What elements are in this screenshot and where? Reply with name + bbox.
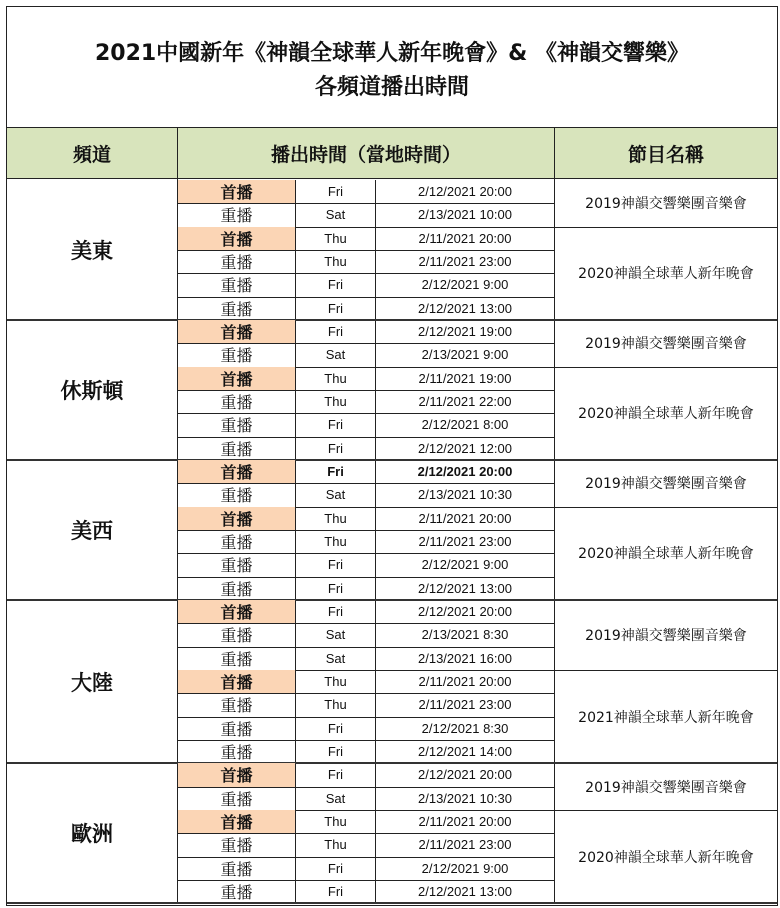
broadcast-type-cell: 重播	[220, 253, 253, 273]
broadcast-type-cell: 首播	[178, 670, 295, 693]
weekday-cell: Fri	[327, 744, 344, 760]
broadcast-type-cell: 重播	[220, 859, 253, 879]
datetime-cell: 2/12/2021 13:00	[418, 300, 512, 316]
weekday-cell: Sat	[325, 207, 346, 223]
datetime-cell: 2/11/2021 20:00	[418, 510, 512, 526]
broadcast-type-cell: 重播	[220, 556, 253, 576]
datetime-cell: 2/11/2021 23:00	[418, 837, 512, 853]
weekday-cell: Fri	[327, 720, 344, 736]
datetime-cell: 2/13/2021 10:00	[418, 207, 512, 223]
broadcast-type-cell: 重播	[220, 719, 253, 739]
datetime-cell: 2/12/2021 14:00	[418, 744, 512, 760]
datetime-cell: 2/12/2021 9:00	[421, 557, 509, 573]
weekday-cell: Thu	[324, 837, 347, 853]
program-name-cell: 2020神韻全球華人新年晚會	[578, 849, 754, 866]
channel-name-cell: 美東	[71, 238, 113, 263]
weekday-cell: Thu	[324, 370, 347, 386]
weekday-cell: Fri	[327, 277, 344, 293]
datetime-cell: 2/12/2021 9:00	[421, 277, 509, 293]
datetime-cell: 2/12/2021 12:00	[418, 440, 512, 456]
datetime-cell: 2/13/2021 10:30	[418, 487, 512, 503]
weekday-cell: Fri	[327, 604, 344, 620]
broadcast-type-cell: 重播	[220, 579, 253, 599]
weekday-cell: Thu	[324, 254, 347, 270]
program-name-cell: 2019神韻交響樂團音樂會	[585, 196, 747, 213]
weekday-cell: Thu	[324, 510, 347, 526]
broadcast-type-cell: 首播	[178, 227, 295, 250]
broadcast-type-cell: 重播	[220, 299, 253, 319]
broadcast-type-cell: 重播	[220, 393, 253, 413]
weekday-cell: Sat	[325, 650, 346, 666]
channel-divider	[7, 902, 777, 904]
datetime-cell: 2/11/2021 20:00	[418, 814, 512, 830]
weekday-cell: Fri	[327, 300, 344, 316]
program-name-cell: 2020神韻全球華人新年晚會	[578, 546, 754, 563]
broadcast-type-cell: 重播	[220, 883, 253, 903]
weekday-cell: Sat	[325, 790, 346, 806]
datetime-cell: 2/12/2021 20:00	[418, 184, 512, 200]
header-airtime: 播出時間（當地時間）	[270, 143, 461, 166]
datetime-cell: 2/12/2021 20:00	[417, 464, 513, 480]
weekday-cell: Fri	[327, 557, 344, 573]
weekday-cell: Fri	[327, 417, 344, 433]
weekday-cell: Thu	[324, 534, 347, 550]
broadcast-type-cell: 重播	[220, 626, 253, 646]
header-channel: 頻道	[72, 143, 111, 166]
datetime-cell: 2/11/2021 20:00	[418, 230, 512, 246]
weekday-cell: Thu	[324, 394, 347, 410]
channel-name-cell: 休斯頓	[60, 378, 124, 403]
broadcast-type-cell: 重播	[220, 696, 253, 716]
datetime-cell: 2/12/2021 8:00	[421, 417, 509, 433]
datetime-cell: 2/12/2021 19:00	[418, 324, 512, 340]
page-title-line1: 2021中國新年《神韻全球華人新年晚會》& 《神韻交響樂》	[94, 41, 690, 66]
datetime-cell: 2/13/2021 16:00	[418, 650, 512, 666]
broadcast-type-cell: 重播	[220, 743, 253, 763]
program-name-cell: 2019神韻交響樂團音樂會	[585, 627, 747, 644]
datetime-cell: 2/13/2021 10:30	[418, 790, 512, 806]
channel-name-cell: 歐洲	[71, 822, 113, 847]
datetime-cell: 2/12/2021 20:00	[418, 767, 512, 783]
datetime-cell: 2/13/2021 8:30	[421, 627, 509, 643]
weekday-cell: Fri	[327, 580, 344, 596]
weekday-cell: Fri	[327, 464, 344, 480]
program-name-cell: 2019神韻交響樂團音樂會	[585, 476, 747, 493]
weekday-cell: Fri	[327, 324, 344, 340]
broadcast-type-cell: 重播	[220, 416, 253, 436]
datetime-cell: 2/12/2021 8:30	[421, 720, 509, 736]
weekday-cell: Fri	[327, 440, 344, 456]
datetime-cell: 2/11/2021 19:00	[418, 370, 512, 386]
datetime-cell: 2/11/2021 22:00	[418, 394, 512, 410]
broadcast-type-cell: 首播	[178, 320, 295, 343]
channel-name-cell: 大陸	[71, 670, 113, 695]
program-name-cell: 2019神韻交響樂團音樂會	[585, 779, 747, 796]
weekday-cell: Fri	[327, 184, 344, 200]
weekday-cell: Thu	[324, 230, 347, 246]
broadcast-type-cell: 首播	[178, 763, 295, 786]
broadcast-type-cell: 首播	[178, 810, 295, 833]
broadcast-type-cell: 首播	[178, 600, 295, 623]
weekday-cell: Fri	[327, 767, 344, 783]
datetime-cell: 2/11/2021 23:00	[418, 254, 512, 270]
broadcast-type-cell: 重播	[220, 206, 253, 226]
weekday-cell: Thu	[324, 674, 347, 690]
broadcast-type-cell: 重播	[220, 346, 253, 366]
broadcast-type-cell: 重播	[220, 486, 253, 506]
broadcast-type-cell: 重播	[220, 439, 253, 459]
program-name-cell: 2019神韻交響樂團音樂會	[585, 336, 747, 353]
broadcast-type-cell: 首播	[178, 460, 295, 483]
weekday-cell: Sat	[325, 627, 346, 643]
header-program: 節目名稱	[627, 143, 704, 166]
program-name-cell: 2020神韻全球華人新年晚會	[578, 406, 754, 423]
program-name-cell: 2021神韻全球華人新年晚會	[578, 709, 754, 726]
channel-name-cell: 美西	[71, 518, 113, 543]
broadcast-type-cell: 首播	[178, 367, 295, 390]
weekday-cell: Sat	[325, 347, 346, 363]
page-title-line2: 各頻道播出時間	[314, 75, 469, 100]
datetime-cell: 2/12/2021 20:00	[418, 604, 512, 620]
broadcast-type-cell: 重播	[220, 649, 253, 669]
datetime-cell: 2/12/2021 13:00	[418, 580, 512, 596]
datetime-cell: 2/12/2021 9:00	[421, 860, 509, 876]
weekday-cell: Thu	[324, 814, 347, 830]
datetime-cell: 2/11/2021 20:00	[418, 674, 512, 690]
datetime-cell: 2/13/2021 9:00	[421, 347, 509, 363]
datetime-cell: 2/11/2021 23:00	[418, 534, 512, 550]
broadcast-type-cell: 重播	[220, 789, 253, 809]
weekday-cell: Thu	[324, 697, 347, 713]
weekday-cell: Fri	[327, 884, 344, 900]
broadcast-type-cell: 重播	[220, 276, 253, 296]
broadcast-type-cell: 首播	[178, 507, 295, 530]
program-name-cell: 2020神韻全球華人新年晚會	[578, 266, 754, 283]
broadcast-type-cell: 重播	[220, 836, 253, 856]
weekday-cell: Sat	[325, 487, 346, 503]
weekday-cell: Fri	[327, 860, 344, 876]
broadcast-type-cell: 重播	[220, 533, 253, 553]
datetime-cell: 2/12/2021 13:00	[418, 884, 512, 900]
datetime-cell: 2/11/2021 23:00	[418, 697, 512, 713]
broadcast-type-cell: 首播	[178, 180, 295, 203]
